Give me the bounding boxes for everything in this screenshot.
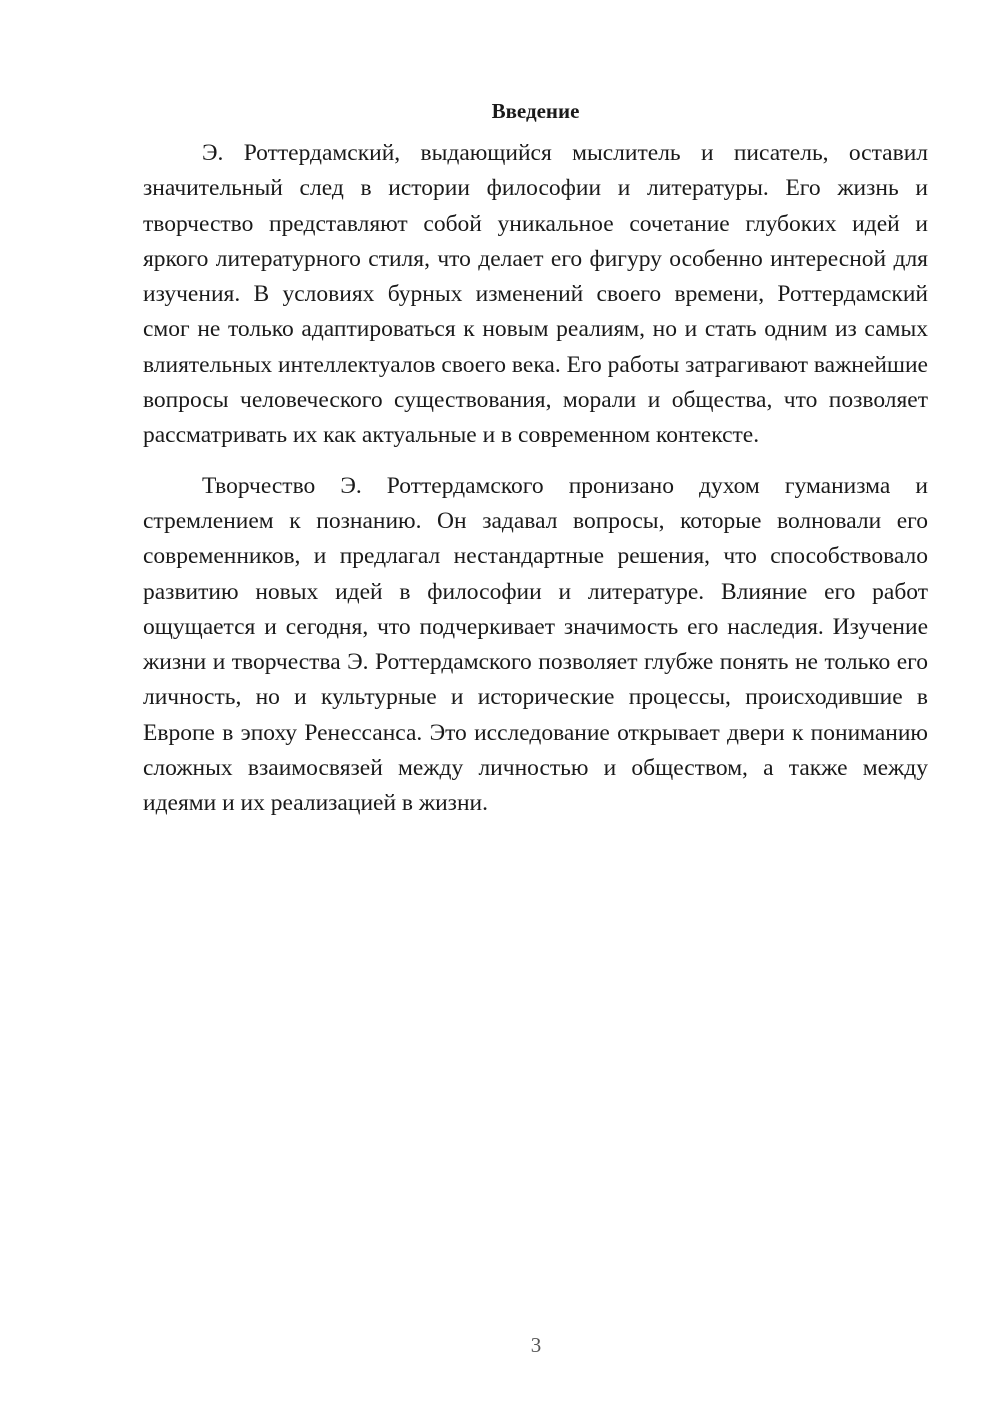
paragraph-2: Творчество Э. Роттердамского пронизано духом гуманизма и стремлением к познанию. Он задавал вопросы, которые волновали его современников, и предлагал нестандартные решения, что способствовало развитию новых идей в философии и литературе. Влияние его работ ощущается и сегодня, что подчеркивает значимость его наследия. Изучение жизни и творчества Э. Роттердамского позволяет глубже понять не только его личность, но и культурные и исторические процессы, происходившие в Европе в эпоху Ренессанса. Это исследование открывает двери к пониманию сложных взаимосвязей между личностью и обществом, а также между идеями и их реализацией в жизни. [143,472,928,817]
page-content [143,96,928,822]
paragraph-1: Э. Роттердамский, выдающийся мыслитель и писатель, оставил значительный след в истории философии и литературы. Его жизнь и творчество представляют собой уникальное сочетание глубоких идей и яркого литературного стиля, что делает его фигуру особенно интересной для изучения. В условиях бурных изменений своего времени, Роттердамский смог не только адаптироваться к новым реалиям, но и стать одним из самых влиятельных интеллектуалов своего века. Его работы затрагивают важнейшие вопросы человеческого существования, морали и общества, что позволяет рассматривать их как актуальные и в современном контексте. [143,140,928,449]
section-title: Введение [491,99,580,123]
page-number: 3 [530,1333,542,1357]
